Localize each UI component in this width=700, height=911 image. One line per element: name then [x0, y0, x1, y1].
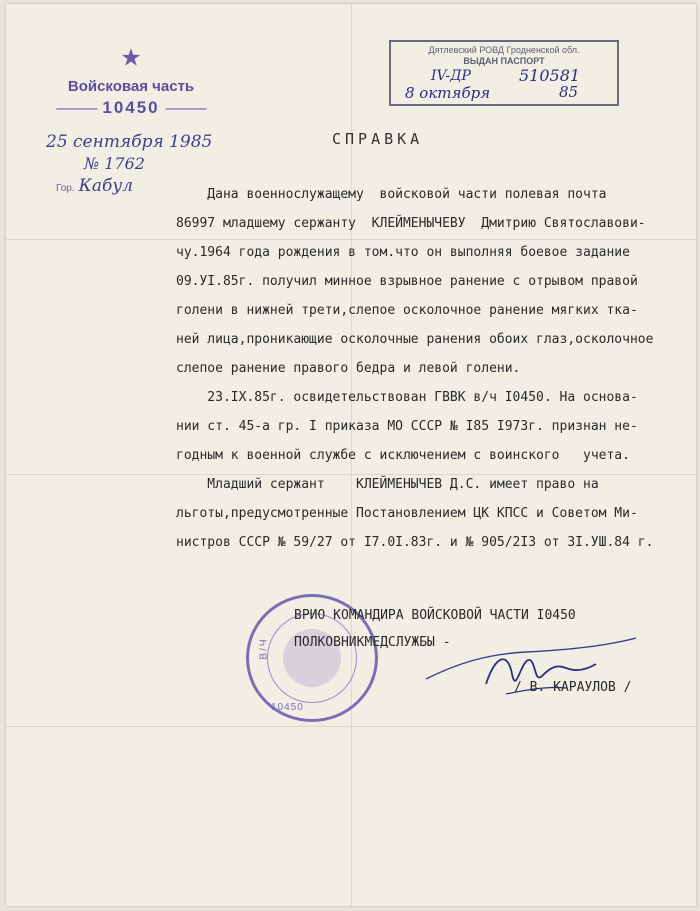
passport-year: 85: [559, 83, 579, 101]
unit-number: ———— 10450 ————: [36, 98, 226, 118]
star-icon: ★: [120, 35, 142, 75]
passport-series: IV-ДР: [431, 68, 471, 84]
body-line: ней лица,проникающие осколочные ранения обоих глаз,осколочное: [176, 332, 654, 347]
document-title: СПРАВКА: [332, 130, 424, 148]
body-line: 86997 младшему сержанту КЛЕЙМЕНЫЧЕВУ Дмитрию Святославови-: [176, 216, 646, 231]
stamp-reference-number: № 1762: [84, 154, 145, 173]
signer-name: / В. КАРАУЛОВ /: [514, 680, 632, 695]
city-name: Кабул: [78, 176, 134, 196]
document-sheet: [6, 4, 696, 906]
stamp-date: 25 сентября 1985: [46, 132, 213, 152]
passport-stamp-issued: ВЫДАН ПАСПОРТ: [463, 56, 545, 66]
body-line: нистров СССР № 59/27 от I7.0I.83г. и № 905/2I3 от 3I.УШ.84 г.: [176, 535, 654, 550]
body-line: 23.IX.85г. освидетельствован ГВВК в/ч I0450. На основа-: [176, 390, 638, 405]
body-line: Младший сержант КЛЕЙМЕНЫЧЕВ Д.С. имеет право на: [176, 477, 599, 492]
passport-stamp: [389, 40, 619, 106]
passport-stamp-authority: Дятлевский РОВД Гродненской обл.: [428, 45, 580, 55]
seal-rim-text: В/Ч: [258, 637, 270, 660]
handwritten-signature: [416, 624, 646, 714]
passport-number: 510581: [519, 66, 581, 85]
city-prefix: Гор.: [56, 183, 75, 194]
seal-rim-number: 10450: [271, 702, 304, 713]
unit-label: Войсковая часть: [67, 78, 195, 95]
body-line: Дана военнослужащему войсковой части полевая почта: [176, 187, 607, 202]
unit-stamp: [36, 35, 226, 118]
body-line: годным к военной службе с исключением с воинского учета.: [176, 448, 630, 463]
stamp-city: [56, 176, 133, 196]
signer-position: ВРИО КОМАНДИРА ВОЙСКОВОЙ ЧАСТИ I0450: [294, 608, 576, 623]
body-line: 09.УI.85г. получил минное взрывное ранение с отрывом правой: [176, 274, 638, 289]
passport-date: 8 октября: [405, 84, 491, 102]
body-line: слепое ранение правого бедра и левой голени.: [176, 361, 521, 376]
body-line: льготы,предусмотренные Постановлением ЦК КПСС и Советом Ми-: [176, 506, 638, 521]
body-line: чу.1964 года рождения в том.что он выполняя боевое задание: [176, 245, 630, 260]
document-body: [176, 180, 696, 557]
body-line: голени в нижней трети,слепое осколочное ранение мягких тка-: [176, 303, 638, 318]
signer-rank: ПОЛКОВНИКМЕДСЛУЖБЫ -: [294, 635, 451, 650]
body-line: нии ст. 45-а гр. I приказа МО СССР № I85 I973г. признан не-: [176, 419, 638, 434]
